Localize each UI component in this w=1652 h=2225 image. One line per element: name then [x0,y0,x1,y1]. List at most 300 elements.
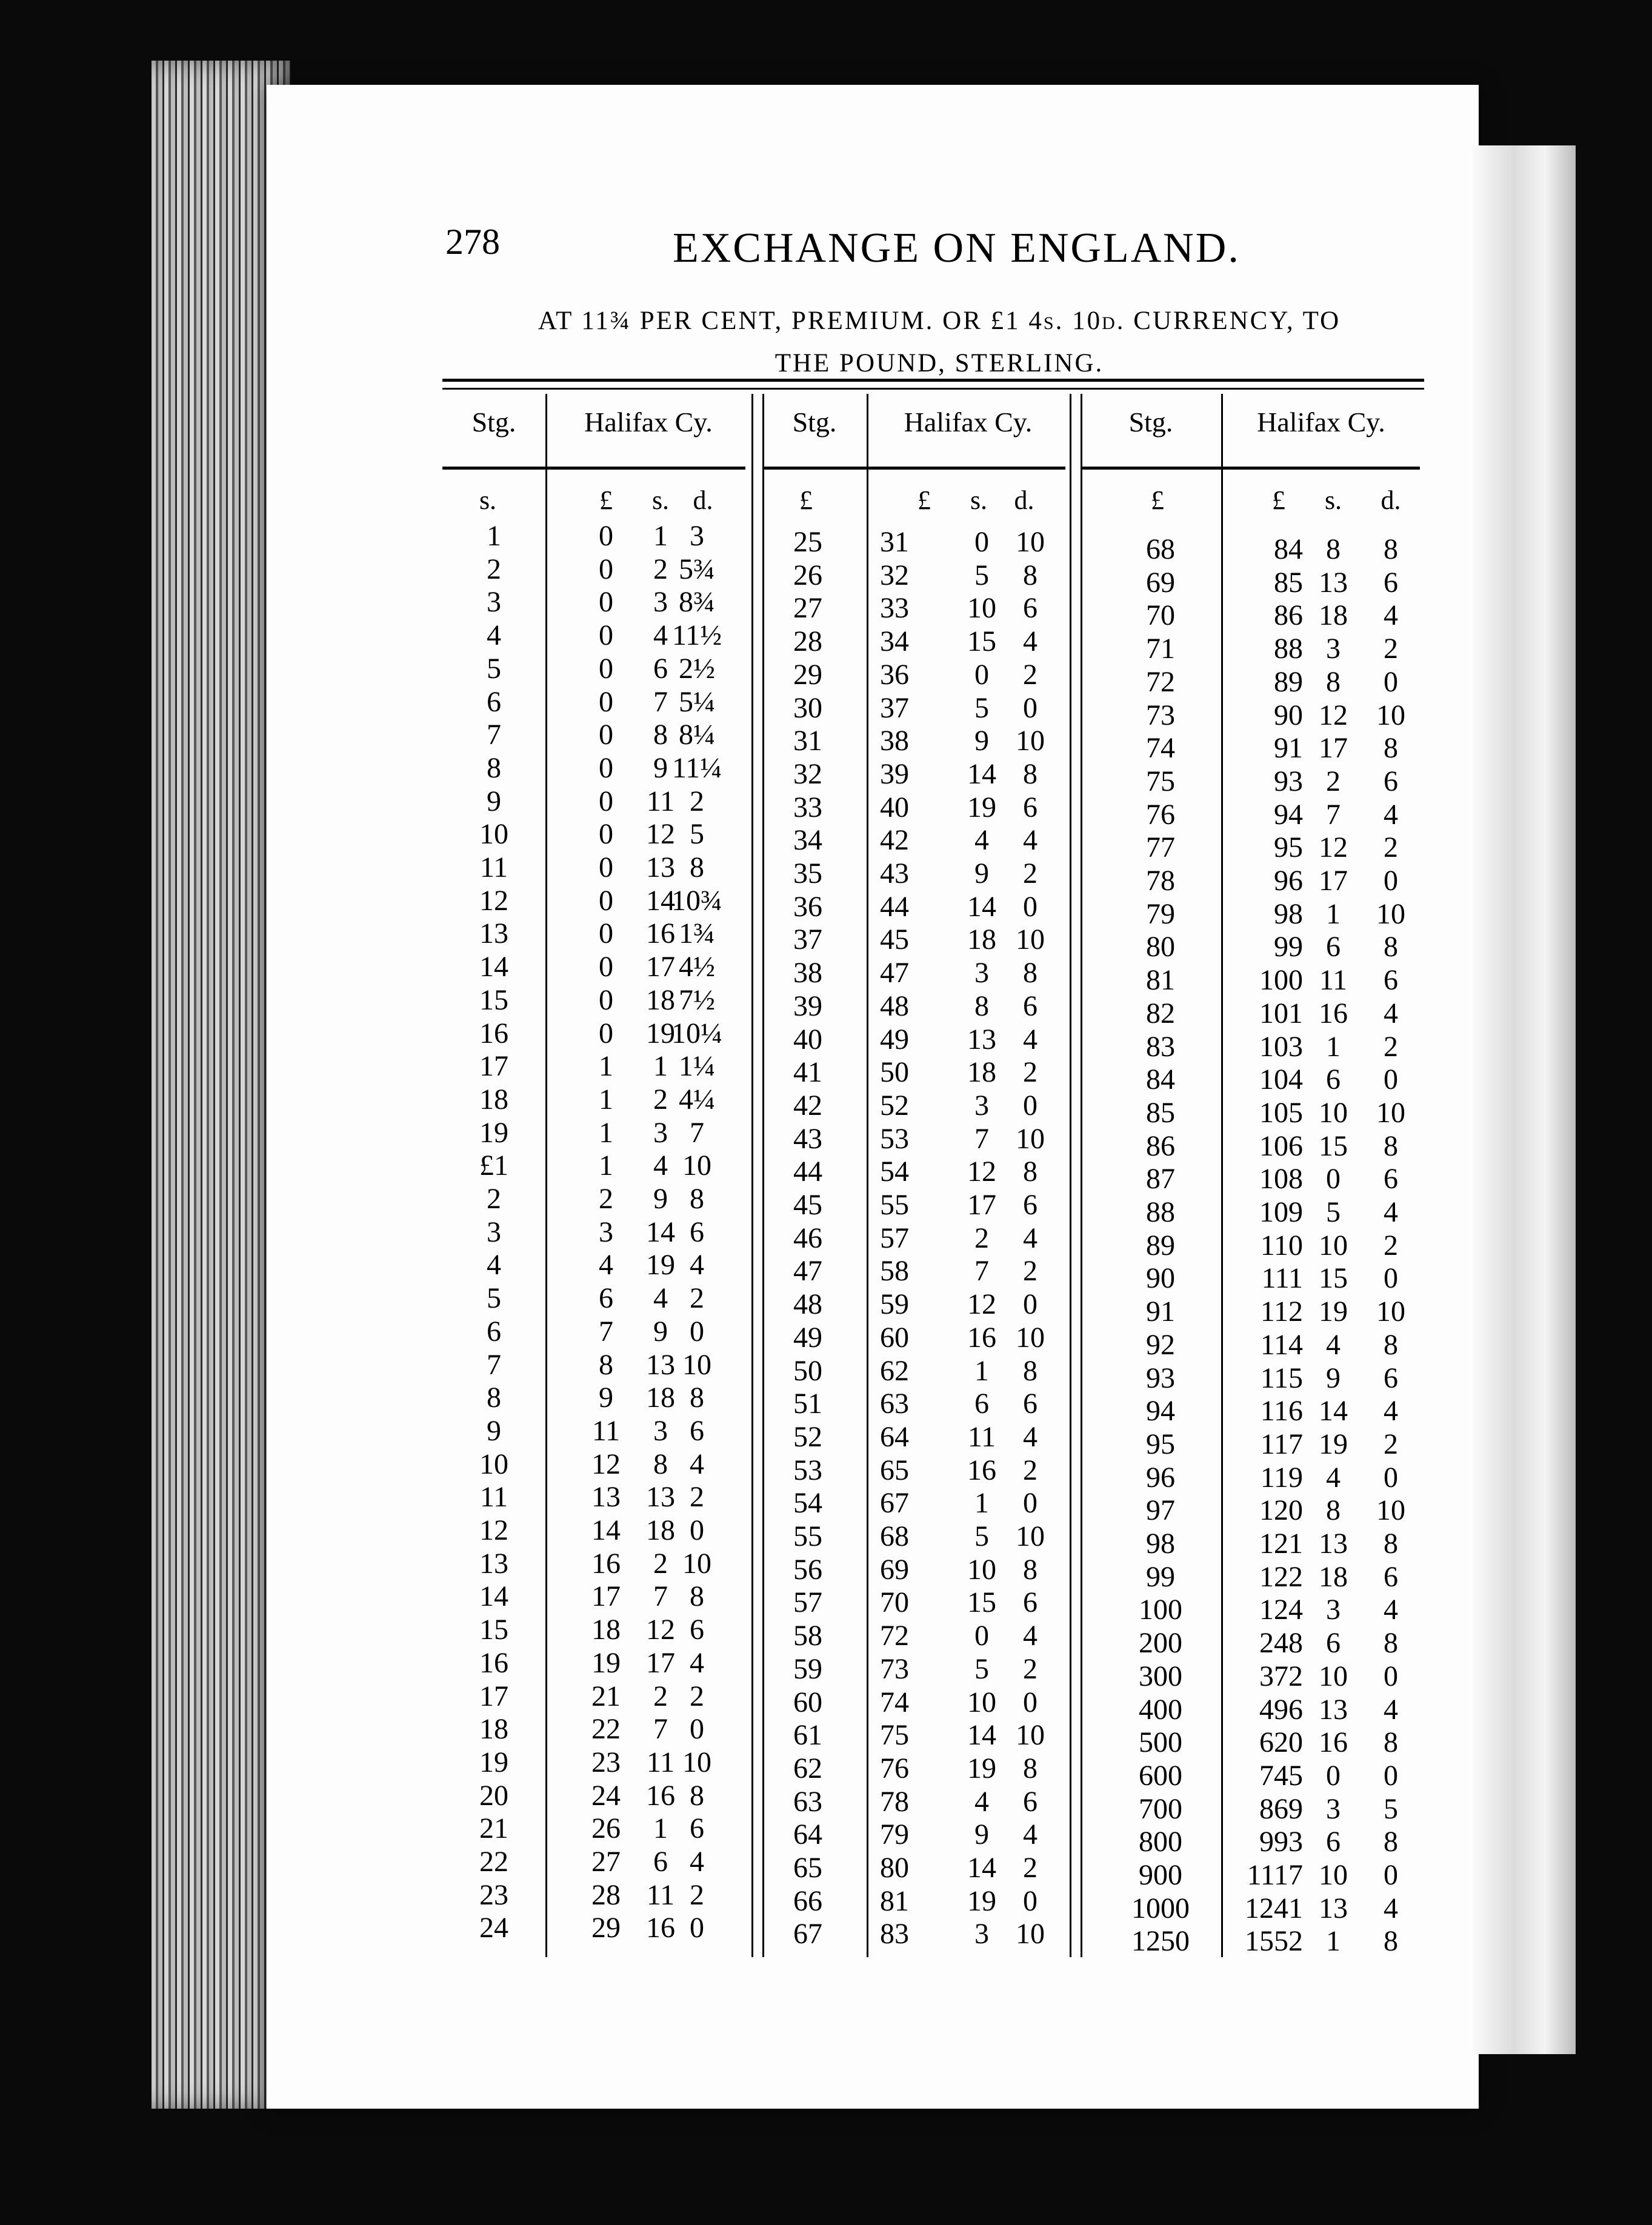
cell-pence: 7½ [679,983,715,1016]
cell-pence: 8 [690,1779,704,1812]
cell-shillings: 7 [1326,798,1341,831]
unit-pound: £ [599,485,613,515]
cell-stg: 65 [793,1852,822,1884]
cell-pence: 8 [1023,1553,1037,1586]
cell-shillings: 3 [1326,1594,1341,1626]
cell-shillings: 4 [974,1785,989,1818]
cell-pounds: 0 [599,951,613,983]
cell-stg: 78 [1146,865,1175,897]
cell-shillings: 3 [974,1918,989,1951]
cell-pence: 6 [1023,1586,1037,1619]
cell-pence: 0 [1384,1859,1398,1891]
cell-stg: 400 [1139,1693,1182,1726]
cell-pence: 4 [1023,1420,1037,1453]
cell-pounds: 21 [591,1680,621,1712]
cell-pence: 6 [1023,1189,1037,1221]
cell-pence: 6 [1023,1785,1037,1818]
header-rule [442,467,745,470]
cell-pence: 0 [1023,1487,1037,1520]
cell-shillings: 5 [974,559,989,591]
cell-pounds: 73 [880,1652,909,1685]
cell-shillings: 10 [967,1553,996,1586]
cell-shillings: 15 [967,625,996,658]
cell-pence: 0 [1023,1089,1037,1122]
cell-pence: 0 [1384,1063,1398,1096]
cell-pence: 10 [1016,923,1045,956]
cell-shillings: 13 [646,1481,675,1514]
cell-stg: 27 [793,592,822,625]
cell-stg: 99 [1146,1560,1175,1593]
cell-pence: 6 [1384,765,1398,797]
unit-pound: £ [1272,485,1285,515]
cell-shillings: 0 [974,526,989,558]
cell-shillings: 9 [653,1183,668,1215]
cell-shillings: 4 [1326,1328,1341,1361]
cell-pence: 4 [1384,1395,1398,1428]
cell-pounds: 0 [599,586,613,619]
cell-stg: 37 [793,923,822,956]
cell-shillings: 1 [1326,897,1341,930]
cell-pence: 8 [1384,1726,1398,1759]
cell-pounds: 84 [1274,533,1303,565]
cell-pounds: 90 [1274,699,1303,731]
cell-stg: 1 [487,520,501,552]
cell-shillings: 18 [1319,1560,1348,1593]
cell-pounds: 57 [880,1222,909,1254]
cell-pounds: 52 [880,1089,909,1122]
cell-pence: 6 [690,1216,704,1248]
cell-stg: 14 [479,951,508,983]
cell-stg: 12 [479,1514,508,1546]
cell-pence: 2½ [679,652,715,685]
cell-stg: 41 [793,1056,822,1089]
cell-pounds: 3 [599,1216,613,1248]
cell-shillings: 17 [646,951,675,983]
cell-shillings: 10 [967,1686,996,1718]
cell-stg: 75 [1146,765,1175,797]
cell-pence: 10 [1376,699,1405,731]
cell-stg: 31 [793,725,822,757]
subtitle-line-1: AT 11¾ PER CENT, PREMIUM. OR £1 4s. 10d. CURRENCY, TO [538,307,1341,335]
cell-pence: 6 [1023,989,1037,1022]
cell-pounds: 94 [1274,798,1303,831]
cell-pounds: 75 [880,1719,909,1752]
cell-stg: 66 [793,1884,822,1917]
cell-shillings: 1 [653,520,668,552]
cell-pence: 6 [1384,1560,1398,1593]
cell-pence: 2 [1384,1229,1398,1262]
cell-shillings: 13 [646,1348,675,1381]
cell-stg: 61 [793,1719,822,1752]
cell-shillings: 7 [653,1713,668,1746]
cell-shillings: 9 [1326,1362,1341,1394]
cell-stg: 98 [1146,1528,1175,1560]
cell-shillings: 14 [646,1216,675,1248]
cell-pence: 7 [690,1116,704,1149]
cell-pounds: 26 [591,1812,621,1845]
cell-stg: 18 [479,1083,508,1116]
cell-stg: 500 [1139,1726,1182,1759]
cell-shillings: 3 [653,1116,668,1149]
adjacent-page-strip [1473,145,1576,2054]
cell-pence: 10 [1016,725,1045,757]
cell-shillings: 16 [967,1454,996,1486]
cell-stg: 69 [1146,566,1175,599]
cell-pounds: 372 [1259,1660,1303,1692]
cell-pence: 10 [682,1348,711,1381]
cell-shillings: 3 [653,586,668,619]
cell-pounds: 44 [880,890,909,923]
cell-pence: 0 [1384,1262,1398,1295]
cell-pounds: 24 [591,1779,621,1812]
cell-pence: 8 [1023,1752,1037,1784]
cell-pence: 2 [1384,831,1398,864]
cell-stg: 11 [479,1481,508,1514]
cell-pounds: 95 [1274,831,1303,864]
cell-stg: 28 [793,625,822,658]
cell-stg: 48 [793,1288,822,1321]
cell-pence: 4 [1023,1023,1037,1056]
header-halifax-3: Halifax Cy. [1257,407,1385,437]
cell-pounds: 99 [1274,931,1303,963]
cell-pounds: 12 [591,1448,621,1480]
cell-shillings: 3 [974,957,989,989]
cell-shillings: 11 [967,1420,996,1453]
cell-pence: 8 [690,851,704,883]
cell-stg: 58 [793,1620,822,1652]
cell-pounds: 17 [591,1580,621,1613]
cell-shillings: 19 [967,1752,996,1784]
cell-shillings: 10 [967,592,996,625]
cell-pounds: 1 [599,1116,613,1149]
cell-shillings: 7 [653,685,668,718]
cell-pounds: 1 [599,1050,613,1083]
cell-shillings: 9 [974,725,989,757]
cell-stg: 600 [1139,1759,1182,1792]
cell-pence: 10 [1016,1719,1045,1752]
cell-shillings: 2 [974,1222,989,1254]
cell-pounds: 93 [1274,765,1303,797]
cell-stg: 15 [479,1614,508,1646]
cell-pounds: 62 [880,1354,909,1387]
cell-stg: 72 [1146,665,1175,698]
cell-shillings: 4 [1326,1461,1341,1494]
cell-pence: 0 [1023,1288,1037,1321]
column-rule [1081,394,1082,1957]
cell-stg: 70 [1146,599,1175,632]
cell-pounds: 0 [599,719,613,751]
cell-pounds: 101 [1259,997,1303,1029]
cell-pounds: 89 [1274,665,1303,698]
subtitle [445,300,1433,385]
cell-stg: 39 [793,989,822,1022]
cell-stg: 900 [1139,1859,1182,1891]
cell-pence: 5¾ [679,553,715,585]
cell-pence: 8 [1023,1354,1037,1387]
cell-stg: 57 [793,1586,822,1619]
cell-pounds: 108 [1259,1163,1303,1196]
cell-shillings: 1 [653,1812,668,1845]
cell-pence: 10 [1376,1494,1405,1527]
cell-stg: 32 [793,757,822,790]
cell-pence: 10 [1376,897,1405,930]
unit-pence: d. [693,485,713,515]
cell-shillings: 16 [1319,997,1348,1029]
cell-pence: 3 [690,520,704,552]
cell-pence: 10 [1016,1321,1045,1354]
cell-pounds: 65 [880,1454,909,1486]
cell-pounds: 0 [599,917,613,950]
cell-pounds: 0 [599,1017,613,1049]
cell-pounds: 116 [1260,1395,1303,1428]
cell-stg: 33 [793,791,822,823]
cell-pence: 10 [682,1149,711,1182]
cell-stg: 21 [479,1812,508,1845]
column-rule [751,394,753,1957]
cell-pence: 0 [1384,1660,1398,1692]
cell-pounds: 0 [599,818,613,851]
cell-stg: 40 [793,1023,822,1056]
cell-pounds: 83 [880,1918,909,1951]
cell-shillings: 19 [967,1884,996,1917]
cell-shillings: 18 [646,983,675,1016]
cell-stg: 6 [487,1315,501,1348]
cell-pounds: 40 [880,791,909,823]
unit-shilling: s. [651,485,670,515]
cell-pounds: 88 [1274,633,1303,665]
cell-stg: 49 [793,1321,822,1354]
cell-shillings: 15 [1319,1129,1348,1162]
cell-pounds: 2 [599,1183,613,1215]
cell-pounds: 112 [1260,1295,1303,1328]
cell-pounds: 620 [1259,1726,1303,1759]
cell-pence: 11½ [671,619,722,652]
cell-shillings: 19 [646,1017,675,1049]
cell-stg: 26 [793,559,822,591]
cell-pounds: 55 [880,1189,909,1221]
cell-stg: 30 [793,691,822,724]
unit-pence: d. [1014,485,1034,515]
cell-stg: 38 [793,957,822,989]
cell-pounds: 1552 [1245,1925,1303,1958]
cell-shillings: 3 [1326,633,1341,665]
cell-shillings: 12 [646,818,675,851]
cell-pence: 0 [1023,691,1037,724]
cell-pence: 4 [1384,599,1398,632]
cell-pounds: 68 [880,1520,909,1552]
cell-pounds: 248 [1259,1627,1303,1660]
cell-stg: 43 [793,1122,822,1155]
cell-pounds: 122 [1259,1560,1303,1593]
cell-stg: 53 [793,1454,822,1486]
cell-pounds: 16 [591,1547,621,1580]
cell-shillings: 1 [1326,1030,1341,1063]
cell-pounds: 37 [880,691,909,724]
cell-pence: 4 [1384,1594,1398,1626]
cell-stg: 23 [479,1878,508,1911]
cell-pence: 2 [1023,857,1037,890]
cell-pence: 6 [690,1414,704,1447]
cell-shillings: 17 [967,1189,996,1221]
cell-pence: 0 [690,1514,704,1546]
unit-shilling: s. [970,485,988,515]
cell-pence: 0 [1023,1686,1037,1718]
cell-pence: 2 [690,1481,704,1514]
cell-pounds: 119 [1260,1461,1303,1494]
cell-pounds: 36 [880,658,909,691]
cell-pounds: 31 [880,526,909,558]
cell-pounds: 42 [880,824,909,857]
cell-pence: 4 [690,1249,704,1282]
cell-pence: 5¼ [679,685,715,718]
cell-shillings: 19 [646,1249,675,1282]
cell-pounds: 39 [880,757,909,790]
cell-shillings: 9 [974,1818,989,1851]
cell-pounds: 103 [1259,1030,1303,1063]
cell-pence: 6 [1023,791,1037,823]
cell-pence: 10 [1016,1122,1045,1155]
cell-pence: 1¾ [679,917,715,950]
cell-stg: 1000 [1131,1892,1190,1924]
unit-shilling: s. [1324,485,1342,515]
cell-shillings: 19 [1319,1295,1348,1328]
cell-stg: 60 [793,1686,822,1718]
cell-pounds: 45 [880,923,909,956]
cell-pounds: 70 [880,1586,909,1619]
cell-stg: 45 [793,1189,822,1221]
cell-pounds: 869 [1259,1792,1303,1825]
cell-pence: 8 [1384,1328,1398,1361]
cell-pence: 8 [1384,931,1398,963]
cell-pounds: 120 [1259,1494,1303,1527]
subtitle-line-2: THE POUND, STERLING. [774,349,1104,377]
cell-stg: 84 [1146,1063,1175,1096]
cell-pounds: 8 [599,1348,613,1381]
cell-shillings: 16 [1319,1726,1348,1759]
cell-stg: 51 [793,1388,822,1420]
cell-pounds: 110 [1260,1229,1303,1262]
cell-shillings: 13 [646,851,675,883]
cell-shillings: 12 [967,1288,996,1321]
cell-pence: 1¼ [679,1050,715,1083]
cell-pence: 6 [690,1614,704,1646]
cell-pence: 4 [1384,1693,1398,1726]
cell-stg: 82 [1146,997,1175,1029]
cell-pence: 0 [1023,890,1037,923]
cell-stg: £1 [479,1149,508,1182]
cell-pounds: 48 [880,989,909,1022]
cell-shillings: 18 [646,1514,675,1546]
cell-pence: 2 [1023,658,1037,691]
cell-pence: 4 [1384,798,1398,831]
cell-pence: 8 [1023,1156,1037,1188]
cell-pence: 0 [690,1912,704,1944]
cell-pounds: 47 [880,957,909,989]
cell-pounds: 114 [1260,1328,1303,1361]
cell-shillings: 18 [967,923,996,956]
cell-stg: 73 [1146,699,1175,731]
cell-pence: 2 [690,1878,704,1911]
cell-pence: 2 [1384,1428,1398,1460]
cell-stg: 1250 [1131,1925,1190,1958]
cell-pounds: 78 [880,1785,909,1818]
cell-shillings: 8 [1326,533,1341,565]
cell-pounds: 105 [1259,1096,1303,1129]
cell-stg: 79 [1146,897,1175,930]
cell-pounds: 117 [1260,1428,1303,1460]
cell-pounds: 0 [599,619,613,652]
cell-pounds: 0 [599,553,613,585]
cell-shillings: 8 [974,989,989,1022]
cell-stg: 22 [479,1846,508,1878]
cell-pounds: 43 [880,857,909,890]
cell-shillings: 7 [974,1255,989,1288]
cell-stg: 7 [487,719,501,751]
cell-pounds: 0 [599,851,613,883]
cell-shillings: 8 [1326,665,1341,698]
cell-pounds: 7 [599,1315,613,1348]
cell-shillings: 7 [653,1580,668,1613]
cell-pounds: 19 [591,1646,621,1679]
cell-shillings: 14 [967,1719,996,1752]
cell-stg: 5 [487,652,501,685]
cell-pence: 2 [1023,1652,1037,1685]
cell-pence: 8¼ [679,719,715,751]
cell-stg: 9 [487,1414,501,1447]
cell-shillings: 6 [1326,1063,1341,1096]
cell-shillings: 6 [653,1846,668,1878]
cell-shillings: 4 [653,1282,668,1315]
cell-pence: 8 [1384,732,1398,765]
cell-shillings: 15 [967,1586,996,1619]
cell-pounds: 104 [1259,1063,1303,1096]
cell-shillings: 2 [1326,765,1341,797]
cell-stg: 36 [793,890,822,923]
header-halifax-2: Halifax Cy. [904,407,1033,437]
cell-stg: 17 [479,1680,508,1712]
unit-pound: £ [918,485,931,515]
cell-pence: 10¼ [671,1017,722,1049]
cell-stg: 18 [479,1713,508,1746]
cell-stg: 800 [1139,1826,1182,1858]
cell-pence: 8¾ [679,586,715,619]
cell-shillings: 3 [974,1089,989,1122]
cell-pounds: 32 [880,559,909,591]
cell-shillings: 14 [646,884,675,917]
cell-stg: 19 [479,1116,508,1149]
cell-stg: 10 [479,818,508,851]
cell-pence: 8 [1384,533,1398,565]
cell-stg: 13 [479,1547,508,1580]
cell-shillings: 10 [1319,1859,1348,1891]
cell-shillings: 13 [967,1023,996,1056]
cell-shillings: 18 [1319,599,1348,632]
cell-pence: 0 [1023,1884,1037,1917]
cell-pounds: 0 [599,785,613,817]
cell-shillings: 13 [1319,1892,1348,1924]
cell-pence: 2 [1384,633,1398,665]
header-rule [1081,467,1420,470]
cell-pence: 8 [690,1183,704,1215]
cell-shillings: 14 [967,1852,996,1884]
cell-shillings: 8 [1326,1494,1341,1527]
cell-pounds: 0 [599,520,613,552]
cell-pence: 4 [1023,1620,1037,1652]
cell-pence: 6 [690,1812,704,1845]
cell-pence: 2 [1023,1056,1037,1089]
cell-pounds: 29 [591,1912,621,1944]
cell-shillings: 17 [1319,865,1348,897]
